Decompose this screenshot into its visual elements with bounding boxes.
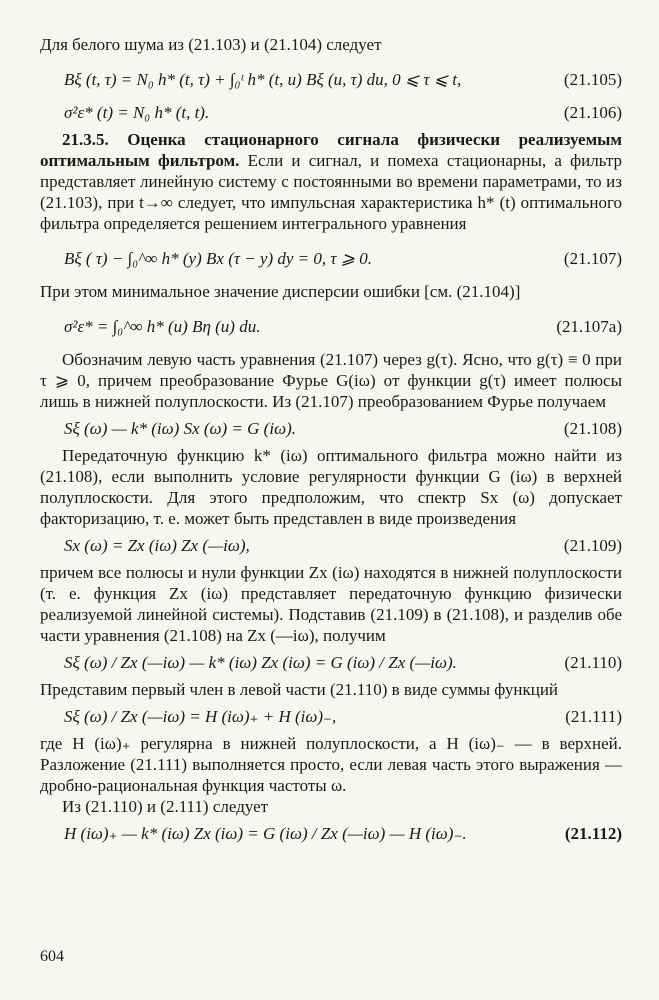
text-paragraph: Из (21.110) и (2.111) следует [62,797,269,816]
text-paragraph: При этом минимальное значение дисперсии ошибки [см. (21.104)] [40,282,521,301]
equation-formula: σ²ε* = ∫₀^∞ h* (u) Bη (u) du. [64,317,261,336]
equation-number: (21.105) [563,70,622,89]
equation-formula: Sξ (ω) — k* (iω) Sx (ω) = G (iω). [64,419,296,438]
equation-number: (21.107) [563,249,622,268]
section-heading: 21.3.5. Оценка стационарного сигнала физически реализуемым оптимальным фильтром. [40,130,622,170]
equation-number: (21.107а) [556,317,622,336]
text-paragraph: Обозначим левую часть уравнения (21.107) через g(τ). Ясно, что g(τ) ≡ 0 при τ ⩾ 0, причем преобразование Фурье G(iω) от функции g(τ) имеет полюсы лишь в нижней полуплоскости. Из (21.107) преобразованием Фурье получаем [40,350,622,411]
equation-formula: Bξ ( τ) − ∫₀^∞ h* (y) Bx (τ − y) dy = 0, τ ⩾ 0. [64,249,372,268]
text-paragraph: где H (iω)₊ регулярна в нижней полуплоскости, а H (iω)₋ — в верхней. Разложение (21.111) выполняется просто, если левая часть этого выражения — дробно-рациональная функция частоты ω. [40,734,622,795]
equation [40,316,622,337]
equation [40,102,622,123]
equation [40,248,622,269]
equation [40,652,622,673]
equation [40,69,622,90]
page-body [40,34,622,850]
section-paragraph [40,129,622,234]
page-number: 604 [40,948,64,965]
text-paragraph: Для белого шума из (21.103) и (21.104) следует [40,35,382,54]
equation-formula: H (iω)₊ — k* (iω) Zx (iω) = G (iω) / Zx (—iω) — H (iω)₋. [64,824,467,843]
equation-number: (21.112) [564,824,622,843]
equation-number: (21.109) [563,536,622,555]
equation-formula: Sx (ω) = Zx (iω) Zx (—iω), [64,536,250,555]
equation-number: (21.108) [563,419,622,438]
equation-formula: Sξ (ω) / Zx (—iω) = H (iω)₊ + H (iω)₋, [64,707,337,726]
equation-formula: Sξ (ω) / Zx (—iω) — k* (iω) Zx (iω) = G (iω) / Zx (—iω). [64,653,457,672]
text-paragraph: Передаточную функцию k* (iω) оптимального фильтра можно найти из (21.108), если выполнить условие регулярности функции G (iω) в верхней полуплоскости. Для этого предположим, что спектр Sx (ω) допускает факторизацию, т. е. может быть представлен в виде произведения [40,446,622,528]
equation [40,535,622,556]
equation-number: (21.106) [563,103,622,122]
equation [40,823,622,844]
equation-formula: σ²ε* (t) = N₀ h* (t, t). [64,103,210,122]
equation-number: (21.110) [564,653,622,672]
equation-number: (21.111) [565,707,622,726]
text-paragraph: причем все полюсы и нули функции Zx (iω) находятся в нижней полуплоскости (т. е. функция Zx (iω) представляет передаточную функцию физически реализуемой линейной системы). Подставив (21.109) в (21.108), и разделив обе части уравнения (21.108) на Zx (—iω), получим [40,563,622,645]
section-text: Если и сигнал, и помеха стационарны, а фильтр представляет линейную систему с постоянными во времени параметрами, то из (21.103), при t→∞ следует, что импульсная характеристика h* (t) оптимального фильтра определяется решением интегрального уравнения [40,151,622,233]
equation-formula: Bξ (t, τ) = N₀ h* (t, τ) + ∫₀ᵗ h* (t, u) Bξ (u, τ) du, 0 ⩽ τ ⩽ t, [64,70,462,89]
text-paragraph: Представим первый член в левой части (21.110) в виде суммы функций [40,680,559,699]
equation [40,706,622,727]
equation [40,418,622,439]
